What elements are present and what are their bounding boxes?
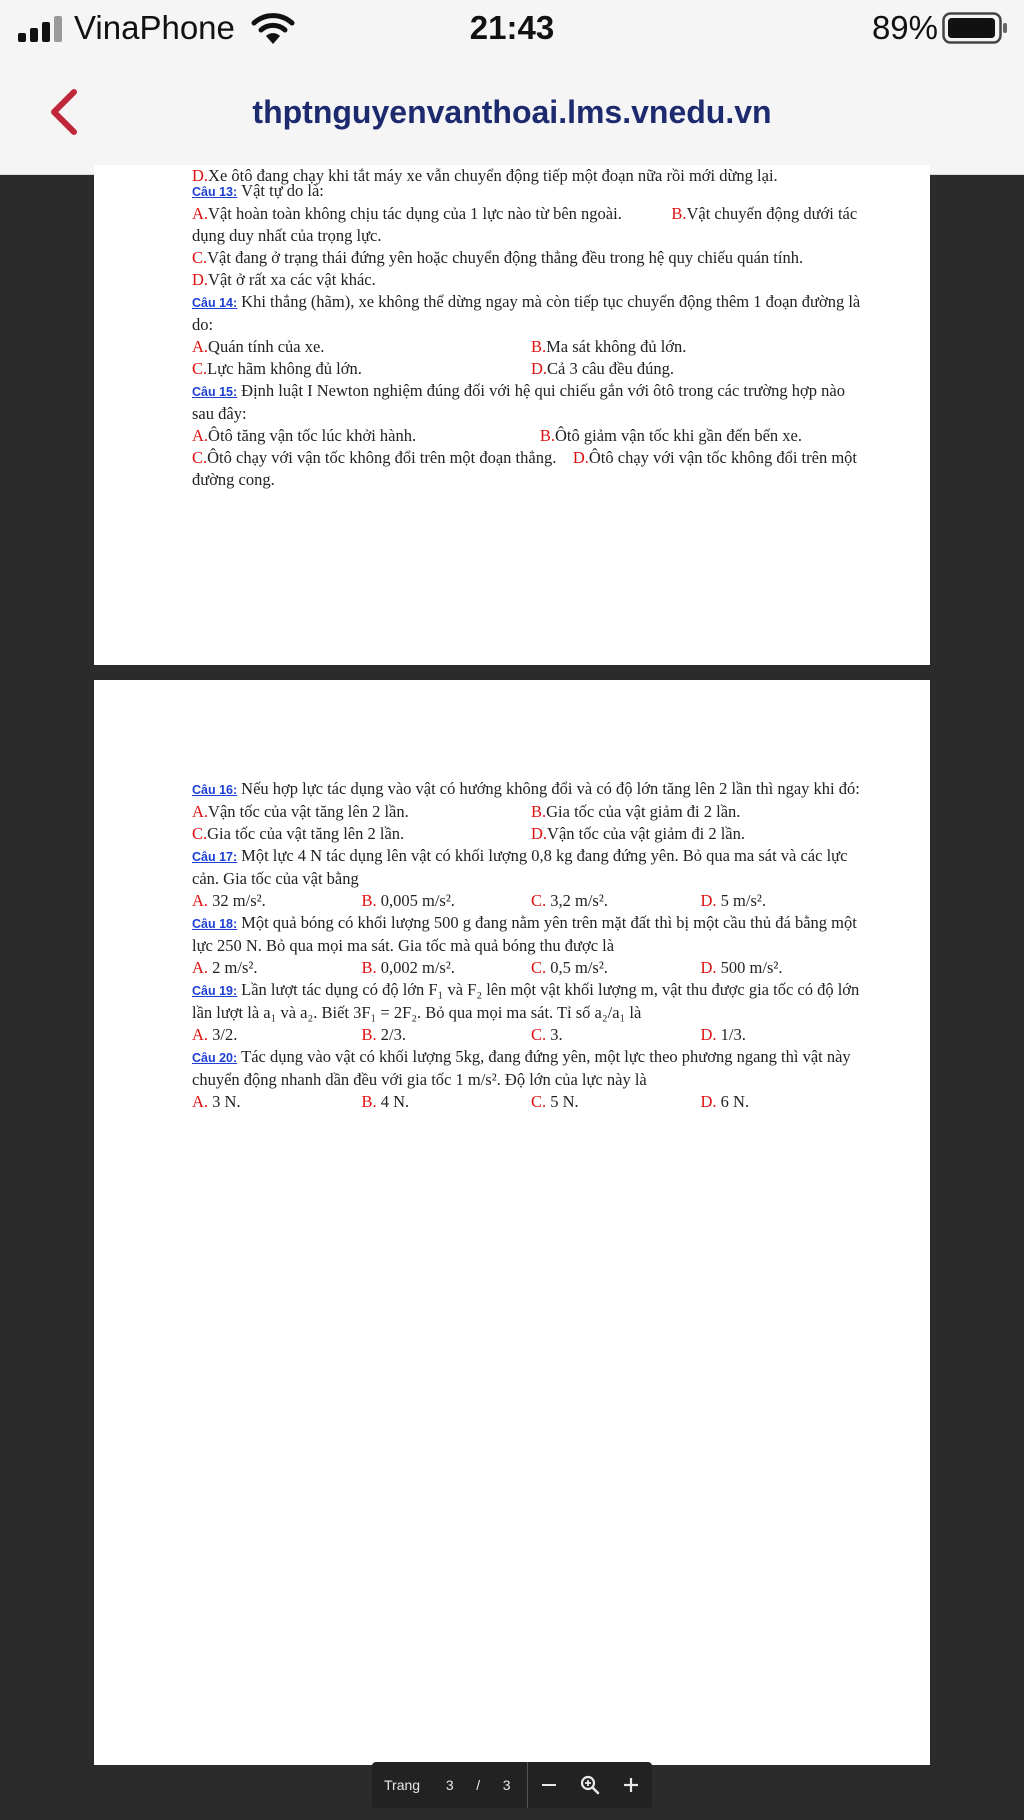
zoom-out-icon: [540, 1776, 558, 1794]
option-text: 6 N.: [716, 1092, 750, 1111]
option-letter: B.: [531, 337, 547, 356]
option-b: [362, 1024, 532, 1046]
question-20: [192, 1046, 870, 1091]
option-c: [531, 1024, 701, 1046]
option-text: Ôtô chạy với vận tốc không đổi trên một đường cong.: [192, 448, 857, 489]
option-text: Ôtô giảm vận tốc khi gần đến bến xe.: [555, 426, 802, 445]
option-letter: A.: [192, 337, 209, 356]
option-letter: B.: [671, 204, 687, 223]
option-text: 0,005 m/s².: [376, 891, 455, 910]
page-label: Trang: [384, 1777, 421, 1793]
option-letter: C.: [192, 359, 208, 378]
question-19: [192, 979, 870, 1024]
option-text: 3/2.: [208, 1025, 238, 1044]
page-text: [192, 165, 870, 491]
question-18: [192, 912, 870, 957]
option-text: Ma sát không đủ lớn.: [546, 337, 687, 356]
option-text: Cả 3 câu đều đúng.: [547, 359, 674, 378]
option-letter: C.: [192, 248, 208, 267]
question-16: [192, 778, 870, 801]
option-letter: D.: [572, 448, 589, 467]
options-row: [192, 890, 870, 912]
option-a: [192, 801, 531, 823]
question-stem: Tác dụng vào vật có khối lượng 5kg, đang đứng yên, một lực theo phương ngang thì vật này chuyển động nhanh dần đều với gia tốc 1 m/s². Độ lớn của lực này là: [192, 1047, 851, 1089]
option-text: Ôtô tăng vận tốc lúc khởi hành.: [208, 426, 417, 445]
option-b: [531, 336, 870, 358]
options-row: [192, 1024, 870, 1046]
options-row: [192, 1091, 870, 1113]
option-letter: D.: [192, 166, 209, 185]
option-b: [531, 801, 870, 823]
option-letter: D.: [700, 1025, 717, 1044]
option-letter: A.: [192, 802, 209, 821]
question-stem: Định luật I Newton nghiệm đúng đối với hệ qui chiếu gắn với ôtô trong các trường hợp nào sau đây:: [192, 381, 845, 423]
option-a: [192, 203, 870, 247]
option-letter: B.: [361, 891, 377, 910]
option-letter: D.: [700, 958, 717, 977]
question-stem: Một lực 4 N tác dụng lên vật có khối lượng 0,8 kg đang đứng yên. Bỏ qua ma sát và các lực cản. Gia tốc của vật bằng: [192, 846, 848, 888]
option-text: 1/3.: [716, 1025, 746, 1044]
zoom-button[interactable]: [570, 1762, 611, 1808]
question-label: Câu 18:: [192, 917, 238, 931]
option-d: [701, 890, 871, 912]
option-text: 500 m/s².: [716, 958, 783, 977]
option-letter: B.: [361, 1025, 377, 1044]
question-label: Câu 17:: [192, 850, 238, 864]
option-text: 4 N.: [376, 1092, 410, 1111]
page-separator: /: [476, 1777, 481, 1793]
browser-chrome: [0, 0, 1024, 175]
option-text: Vật ở rất xa các vật khác.: [208, 270, 376, 289]
option-text: Vận tốc của vật tăng lên 2 lần.: [208, 802, 409, 821]
option-c: [192, 823, 531, 845]
question-label: Câu 19:: [192, 984, 238, 998]
cut-line: [192, 165, 870, 185]
total-pages: 3: [502, 1777, 511, 1793]
option-letter: A.: [192, 958, 209, 977]
pdf-viewer[interactable]: [0, 166, 1024, 1820]
option-letter: A.: [192, 891, 209, 910]
option-c: [192, 358, 531, 380]
option-letter: C.: [531, 1092, 547, 1111]
option-a: [192, 1091, 362, 1113]
option-d: [531, 358, 870, 380]
question-15: [192, 380, 870, 425]
options-row: [192, 358, 870, 380]
question-label: Câu 15:: [192, 385, 238, 399]
current-page[interactable]: 3: [445, 1777, 454, 1793]
url-label[interactable]: thptnguyenvanthoai.lms.vnedu.vn: [252, 94, 772, 130]
option-text: 5 N.: [546, 1092, 579, 1111]
option-c: [192, 447, 870, 491]
options-row: [192, 801, 870, 823]
option-a: [192, 957, 362, 979]
options-row: [192, 823, 870, 845]
option-text: Vật hoàn toàn không chịu tác dụng của 1 lực nào từ bên ngoài.: [208, 204, 622, 223]
option-a: [192, 1024, 362, 1046]
question-label: Câu 20:: [192, 1051, 238, 1065]
option-b: [362, 957, 532, 979]
pdf-page-2: [94, 165, 930, 665]
option-letter: C.: [192, 824, 208, 843]
page-text: [192, 778, 870, 1113]
option-letter: D.: [700, 1092, 717, 1111]
option-c: [192, 247, 870, 269]
option-a: [192, 425, 870, 447]
option-d: [701, 1091, 871, 1113]
option-text: Gia tốc của vật giảm đi 2 lần.: [546, 802, 741, 821]
zoom-icon: [580, 1775, 600, 1795]
option-text: Vận tốc của vật giảm đi 2 lần.: [547, 824, 745, 843]
option-text: 2 m/s².: [208, 958, 258, 977]
question-stem: Một quả bóng có khối lượng 500 g đang nằm yên trên mặt đất thì bị một cầu thủ đá bằng một lực 250 N. Bỏ qua mọi ma sát. Gia tốc mà quả bóng thu được là: [192, 913, 857, 955]
question-stem: Nếu hợp lực tác dụng vào vật có hướng không đổi và có độ lớn tăng lên 2 lần thì ngay khi đó:: [241, 779, 860, 798]
option-text: Vật chuyển động dưới tác dụng duy nhất của trọng lực.: [192, 204, 858, 245]
option-a: [192, 890, 362, 912]
options-row: [192, 957, 870, 979]
option-c: [531, 1091, 701, 1113]
option-text: 3.: [546, 1025, 563, 1044]
option-text: 5 m/s².: [716, 891, 766, 910]
question-label: Câu 14:: [192, 296, 238, 310]
option-d: [701, 1024, 871, 1046]
zoom-in-button[interactable]: [611, 1762, 652, 1808]
option-letter: B.: [531, 802, 547, 821]
pdf-page-3: [94, 680, 930, 1765]
question-stem: Vật tự do là:: [241, 181, 324, 200]
option-letter: B.: [361, 958, 377, 977]
option-letter: C.: [531, 891, 547, 910]
option-letter: C.: [192, 448, 208, 467]
carrier-name: VinaPhone: [74, 9, 235, 46]
question-stem: Khi thắng (hãm), xe không thể dừng ngay mà còn tiếp tục chuyển động thêm 1 đoạn đường là do:: [192, 292, 861, 334]
option-letter: A.: [192, 1092, 209, 1111]
question-14: [192, 291, 870, 336]
option-c: [531, 957, 701, 979]
zoom-out-button[interactable]: [528, 1762, 569, 1808]
options-row: [192, 336, 870, 358]
address-bar: [0, 58, 1024, 174]
option-text: 0,5 m/s².: [546, 958, 608, 977]
option-letter: C.: [531, 958, 547, 977]
option-letter: D.: [531, 359, 548, 378]
option-letter: D.: [700, 891, 717, 910]
option-text: 3,2 m/s².: [546, 891, 608, 910]
option-d: [531, 823, 870, 845]
question-stem: Lần lượt tác dụng có độ lớn F₁ và F₂ lên một vật khối lượng m, vật thu được gia tốc có độ lớn lần lượt là a₁ và a₂. Biết 3F₁ = 2F₂. Bỏ qua mọi ma sát. Tỉ số a₂/a₁ là: [192, 980, 860, 1022]
option-b: [362, 890, 532, 912]
option-letter: B.: [361, 1092, 377, 1111]
option-letter: B.: [539, 426, 555, 445]
option-text: 3 N.: [208, 1092, 241, 1111]
option-b: [362, 1091, 532, 1113]
option-text: Lực hãm không đủ lớn.: [207, 359, 362, 378]
question-label: Câu 16:: [192, 783, 238, 797]
question-label: Câu 13:: [192, 185, 238, 199]
question-17: [192, 845, 870, 890]
option-text: Quán tính của xe.: [208, 337, 325, 356]
option-text: 2/3.: [376, 1025, 406, 1044]
option-d: [192, 269, 870, 291]
option-letter: D.: [192, 270, 209, 289]
option-d: [701, 957, 871, 979]
option-text: Gia tốc của vật tăng lên 2 lần.: [207, 824, 405, 843]
option-text: 32 m/s².: [208, 891, 266, 910]
clock: 21:43: [469, 9, 555, 46]
option-letter: A.: [192, 1025, 209, 1044]
option-c: [531, 890, 701, 912]
option-a: [192, 336, 531, 358]
option-letter: C.: [531, 1025, 547, 1044]
option-text: Ôtô chạy với vận tốc không đổi trên một đoạn thẳng.: [207, 448, 557, 467]
status-bar: [0, 0, 1024, 58]
battery-icon: [942, 12, 1008, 44]
option-text: Xe ôtô đang chạy khi tắt máy xe vẫn chuyển động tiếp một đoạn nữa rồi mới dừng lại.: [208, 166, 778, 185]
battery-percent: 89%: [871, 9, 938, 46]
option-text: Vật đang ở trạng thái đứng yên hoặc chuyển động thẳng đều trong hệ quy chiếu quán tính.: [207, 248, 804, 267]
option-text: 0,002 m/s².: [376, 958, 455, 977]
option-letter: A.: [192, 426, 209, 445]
zoom-in-icon: [622, 1776, 640, 1794]
option-letter: D.: [531, 824, 548, 843]
page-toolbar: [372, 1762, 652, 1808]
option-letter: A.: [192, 204, 209, 223]
